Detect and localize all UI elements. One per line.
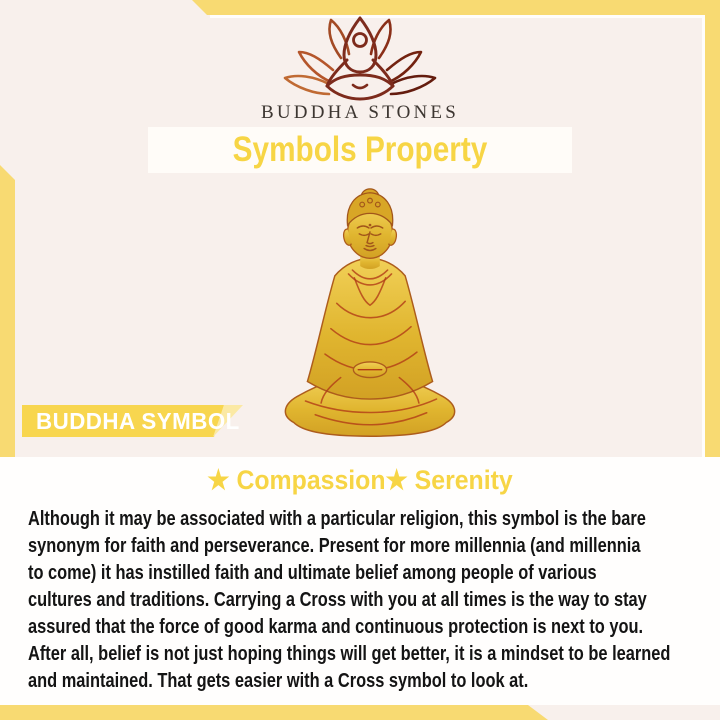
subtitle-text: ★ Compassion★ Serenity [207, 465, 513, 495]
hero-badge-label: BUDDHA SYMBOL [36, 408, 240, 434]
brand-name: BUDDHA STONES [260, 102, 460, 123]
paragraph-line: and maintained. That gets easier with a Cross symbol to look at. [28, 670, 529, 692]
paragraph-line: Although it may be associated with a particular religion, this symbol is the bare [28, 508, 646, 530]
paragraph-line: assured that the force of good karma and continuous protection is next to you. [28, 616, 644, 638]
frame-bottom-ribbon [0, 705, 548, 720]
golden-buddha-illustration [272, 184, 468, 446]
page-title: Symbols Property [232, 130, 488, 169]
paragraph-line: synonym for faith and perseverance. Present for more millennia (and millennia [28, 535, 641, 557]
frame-inner-line-right [702, 15, 705, 519]
hero-badge-ribbon [22, 405, 246, 437]
frame-top-ribbon [0, 0, 720, 15]
description-paragraph [28, 506, 717, 695]
paragraph-line: After all, belief is not just hoping things will get better, it is a mindset to be learned [28, 643, 671, 665]
description-panel [0, 457, 720, 705]
paragraph-line: cultures and traditions. Carrying a Cross with you at all times is the way to stay [28, 589, 647, 611]
title-banner [148, 127, 572, 173]
paragraph-line: to come) it has instilled faith and ultimate belief among people of various [28, 562, 597, 584]
subtitle [0, 465, 720, 496]
lotus-meditation-icon [275, 14, 445, 106]
